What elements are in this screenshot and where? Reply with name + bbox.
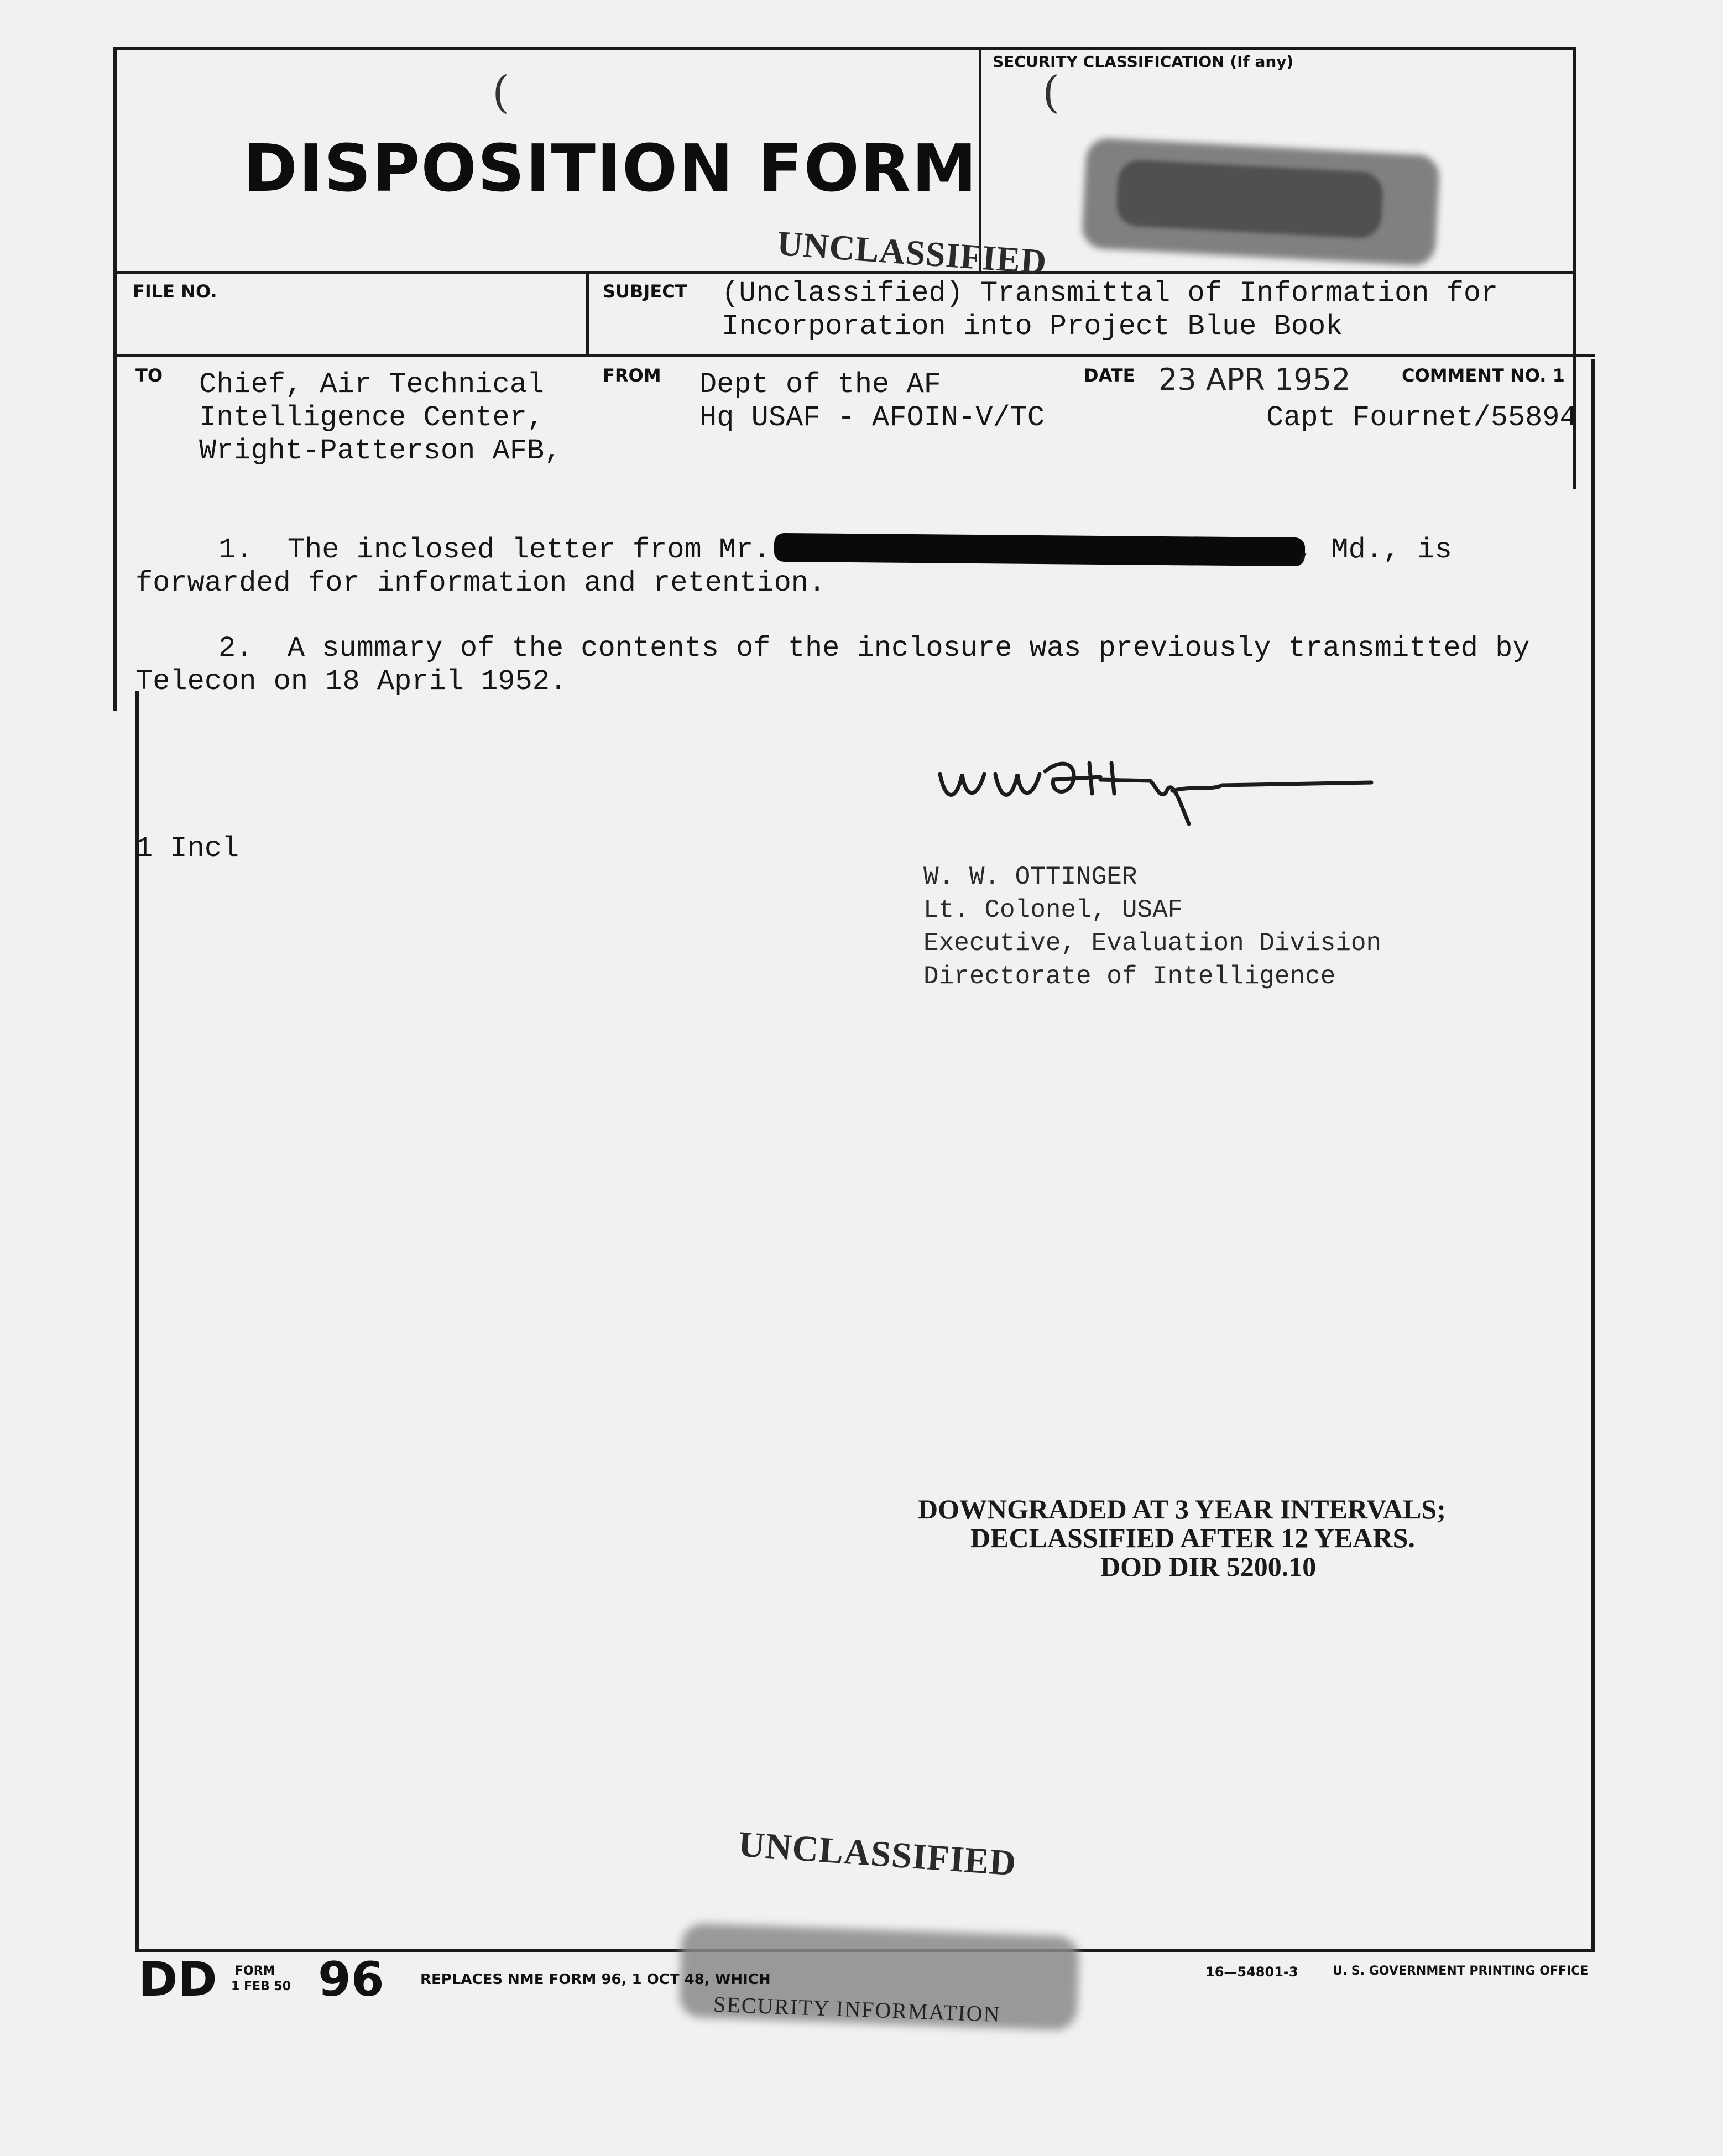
- form-border-right-lower: [1591, 359, 1595, 1952]
- to-label: TO: [135, 365, 163, 386]
- inclosure-count: 1 Incl: [135, 832, 239, 865]
- paragraph-2-line-2: Telecon on 18 April 1952.: [135, 665, 567, 698]
- downgrade-line-3: DOD DIR 5200.10: [1100, 1551, 1317, 1582]
- row-line-2: [113, 354, 1595, 357]
- paragraph-1-end: , Md., is: [1297, 534, 1452, 566]
- obliterated-stamp-core: [1115, 159, 1384, 239]
- unclassified-stamp-top: UNCLASSIFIED: [776, 223, 1048, 281]
- paren-mark-2: (: [1042, 66, 1060, 118]
- date-value: 23 APR 1952: [1158, 362, 1351, 397]
- security-classification-label: SECURITY CLASSIFICATION (If any): [993, 53, 1294, 71]
- from-line-1: Dept of the AF: [699, 368, 941, 401]
- footer-form-number: 96: [318, 1952, 384, 2007]
- handwritten-signature: [934, 741, 1377, 835]
- paragraph-1-line-2: forwarded for information and retention.: [135, 567, 826, 599]
- file-no-label: FILE NO.: [133, 281, 217, 302]
- redacted-name: [774, 533, 1305, 566]
- signer-name: W. W. OTTINGER: [923, 863, 1137, 891]
- footer-print-code: 16—54801-3: [1205, 1964, 1298, 1980]
- downgrade-line-2: DECLASSIFIED AFTER 12 YEARS.: [970, 1522, 1415, 1553]
- form-title: DISPOSITION FORM: [243, 130, 978, 206]
- footer-form-date: 1 FEB 50: [231, 1980, 291, 1993]
- signer-title-1: Executive, Evaluation Division: [923, 929, 1382, 958]
- signer-rank: Lt. Colonel, USAF: [923, 896, 1183, 925]
- paragraph-1-start: 1. The inclosed letter from Mr.: [218, 534, 771, 566]
- to-line-3: Wright-Patterson AFB,: [199, 435, 562, 467]
- date-label: DATE: [1084, 365, 1135, 386]
- form-border-top: [113, 47, 1576, 50]
- contact-line: Capt Fournet/55894: [1266, 401, 1577, 434]
- downgrade-line-1: DOWNGRADED AT 3 YEAR INTERVALS;: [918, 1494, 1446, 1525]
- file-subject-divider: [586, 271, 589, 357]
- subject-line-2: Incorporation into Project Blue Book: [722, 310, 1343, 343]
- to-line-2: Intelligence Center,: [199, 401, 545, 434]
- row-line-1: [113, 271, 1576, 274]
- footer-printer: U. S. GOVERNMENT PRINTING OFFICE: [1333, 1964, 1589, 1978]
- subject-label: SUBJECT: [603, 281, 687, 302]
- from-label: FROM: [603, 365, 661, 386]
- from-line-2: Hq USAF - AFOIN-V/TC: [699, 401, 1045, 434]
- comment-number-label: COMMENT NO. 1: [1402, 365, 1565, 386]
- signer-title-2: Directorate of Intelligence: [923, 962, 1336, 991]
- form-border-left: [113, 47, 117, 711]
- unclassified-stamp-bottom: UNCLASSIFIED: [737, 1824, 1018, 1884]
- footer-dd: DD: [138, 1952, 217, 2007]
- footer-replaces-text: REPLACES NME FORM 96, 1 OCT 48, WHICH: [420, 1971, 771, 1988]
- form-border-left-lower: [135, 691, 139, 1952]
- paragraph-2-line-1: 2. A summary of the contents of the inclosure was previously transmitted by: [218, 632, 1530, 665]
- security-information-stamp: SECURITY INFORMATION: [713, 1991, 1001, 2027]
- paren-mark: (: [492, 66, 510, 118]
- subject-line-1: (Unclassified) Transmittal of Information for: [722, 277, 1499, 310]
- footer-form-label: FORM: [235, 1964, 275, 1978]
- to-line-1: Chief, Air Technical: [199, 368, 545, 401]
